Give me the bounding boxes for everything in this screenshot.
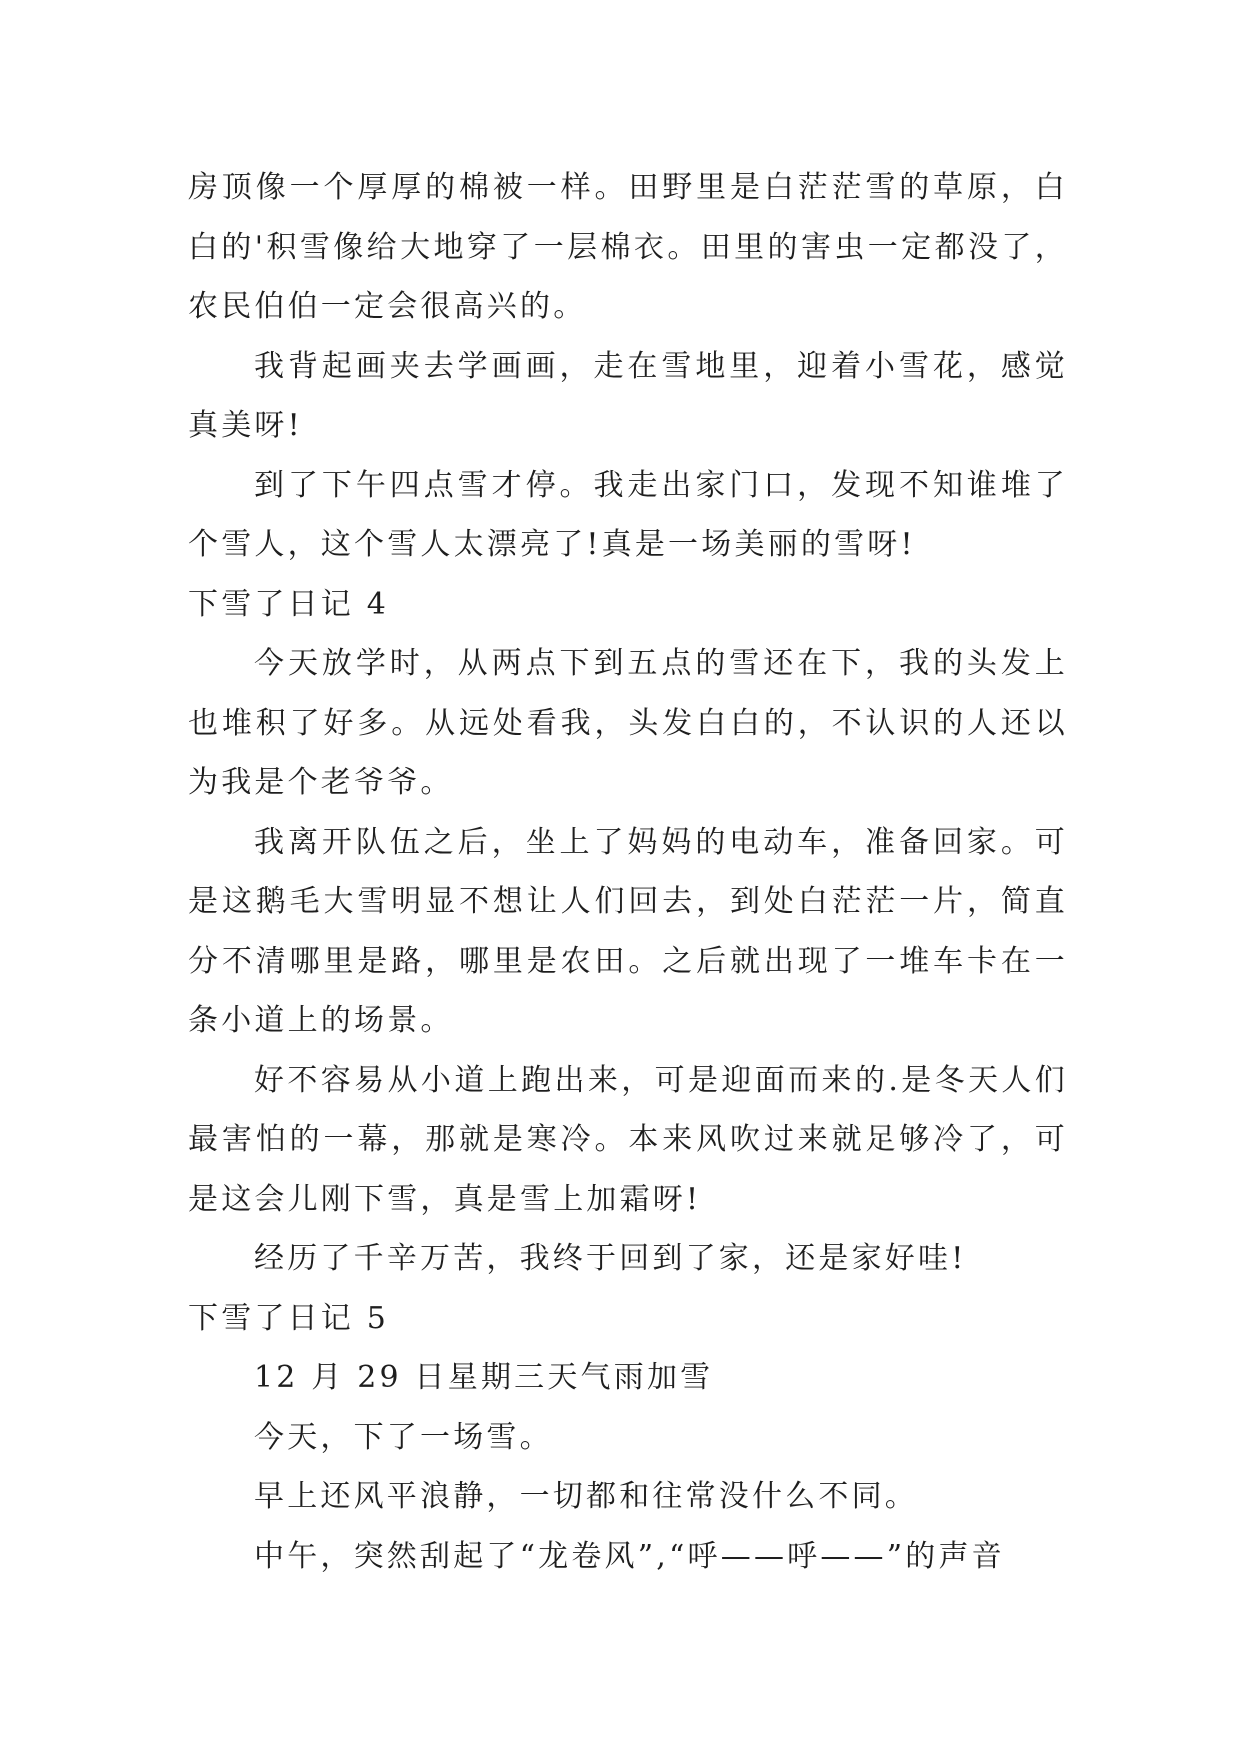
paragraph-drawing: 我背起画夹去学画画，走在雪地里，迎着小雪花，感觉真美呀! <box>188 348 1068 443</box>
paragraph-after-school: 今天放学时，从两点下到五点的雪还在下，我的头发上也堆积了好多。从远处看我，头发白白的，不认识的人还以为我是个老爷爷。 <box>188 646 1068 800</box>
heading-diary-5: 下雪了日记 5 <box>188 1300 390 1336</box>
heading-diary-4: 下雪了日记 4 <box>188 586 390 622</box>
paragraph-rooftop: 房顶像一个厚厚的棉被一样。田野里是白茫茫雪的草原，白白的'积雪像给大地穿了一层棉衣。田里的害虫一定都没了，农民伯伯一定会很高兴的。 <box>188 170 1068 324</box>
paragraph-snowman: 到了下午四点雪才停。我走出家门口，发现不知谁堆了个雪人，这个雪人太漂亮了!真是一场美丽的雪呀! <box>188 467 1068 562</box>
paragraph-cold: 好不容易从小道上跑出来，可是迎面而来的.是冬天人们最害怕的一幕，那就是寒冷。本来风吹过来就足够冷了，可是这会儿刚下雪，真是雪上加霜呀! <box>188 1062 1068 1217</box>
paragraph-going-home: 我离开队伍之后，坐上了妈妈的电动车，准备回家。可是这鹅毛大雪明显不想让人们回去，到处白茫茫一片，简直分不清哪里是路，哪里是农田。之后就出现了一堆车卡在一条小道上的场景。 <box>188 824 1068 1038</box>
document-body <box>188 158 1068 1586</box>
paragraph-morning: 早上还风平浪静，一切都和往常没什么不同。 <box>254 1479 918 1514</box>
paragraph-today: 今天，下了一场雪。 <box>254 1419 553 1455</box>
paragraph-home: 经历了千辛万苦，我终于回到了家，还是家好哇! <box>254 1241 967 1276</box>
paragraph-date-weather: 12 月 29 日星期三天气雨加雪 <box>254 1360 714 1395</box>
paragraph-noon: 中午，突然刮起了“龙卷风”,“呼——呼——”的声音 <box>254 1538 1005 1574</box>
